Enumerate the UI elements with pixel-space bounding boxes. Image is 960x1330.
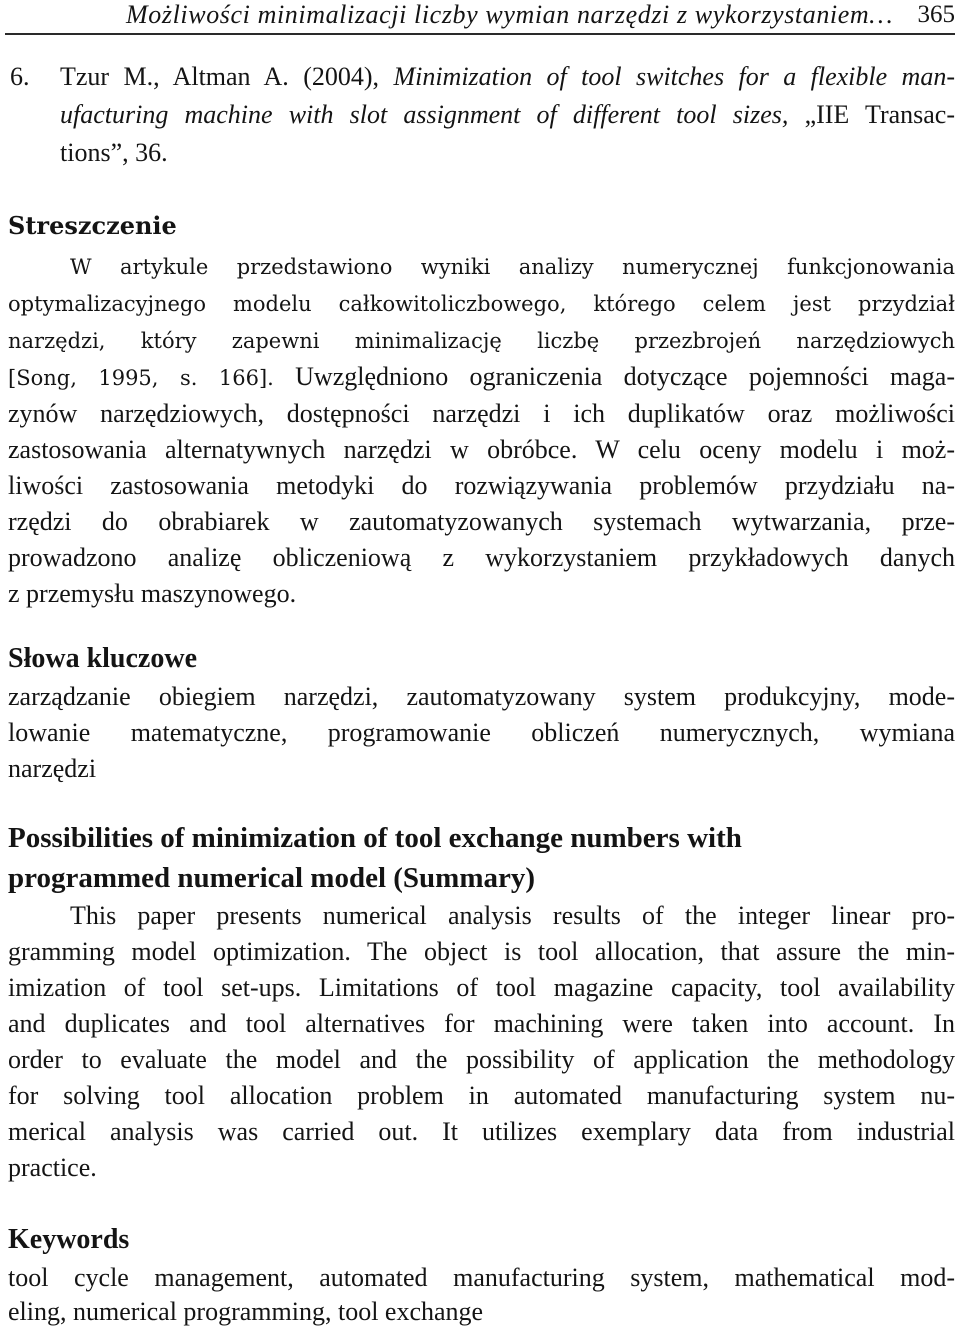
line-text: This paper presents numerical analysis results of the integer linear pro- <box>70 901 955 930</box>
keywords-en-text <box>8 1261 955 1329</box>
line-text: Uwzględniono ograniczenia dotyczące pojemności maga- <box>295 362 955 391</box>
abstract-pl-line <box>8 248 955 285</box>
reference-line <box>8 96 955 134</box>
citation: [Song, 1995, s. 166]. <box>8 366 274 390</box>
abstract-pl-line <box>8 285 955 322</box>
line-text: eling, numerical programming, tool exchange <box>8 1297 484 1326</box>
reference-title: Minimization of tool switches for a flexible man- <box>393 62 955 91</box>
keywords-en-line <box>8 1295 955 1329</box>
line-text: prowadzono analizę obliczeniową z wykorzystaniem przykładowych danych <box>8 543 955 572</box>
reference-journal: „IIE Transac- <box>804 100 956 129</box>
keywords-pl-line <box>8 715 955 751</box>
summary-en-line <box>8 1114 955 1150</box>
reference-line <box>8 134 955 172</box>
keywords-pl-heading: Słowa kluczowe <box>8 643 197 674</box>
keywords-pl-text <box>8 679 955 787</box>
page-header <box>5 0 955 35</box>
summary-en-title-line: programmed numerical model (Summary) <box>8 862 536 894</box>
keywords-pl-line <box>8 751 955 787</box>
reference-number: 6. <box>10 62 30 91</box>
abstract-pl-line <box>8 504 955 540</box>
abstract-pl-line <box>8 432 955 468</box>
abstract-pl-heading: Streszczenie <box>8 211 177 240</box>
line-text: order to evaluate the model and the possibility of application the methodology <box>8 1045 955 1074</box>
summary-en-title <box>8 818 955 898</box>
abstract-pl-line <box>8 322 955 359</box>
reference-authors: Tzur M., Altman A. (2004), <box>60 62 380 91</box>
abstract-pl-paragraph <box>8 248 955 612</box>
reference-journal: tions”, 36. <box>60 138 168 167</box>
running-title: Możliwości minimalizacji liczby wymian narzędzi z wykorzystaniem… <box>126 0 893 29</box>
summary-en-line <box>8 1006 955 1042</box>
abstract-pl-line <box>8 396 955 432</box>
line-text: z przemysłu maszynowego. <box>8 579 297 608</box>
line-text: tool cycle management, automated manufacturing system, mathematical mod- <box>8 1263 955 1292</box>
abstract-pl-line <box>8 359 955 396</box>
summary-en-line <box>8 898 955 934</box>
line-text: zynów narzędziowych, dostępności narzędzi i ich duplikatów oraz możliwości <box>8 399 955 428</box>
line-text: lowanie matematyczne, programowanie obliczeń numerycznych, wymiana <box>8 718 955 747</box>
summary-en-line <box>8 1150 955 1186</box>
abstract-pl-line <box>8 468 955 504</box>
line-text: for solving tool allocation problem in automated manufacturing system nu- <box>8 1081 955 1110</box>
summary-en-title-line: Possibilities of minimization of tool exchange numbers with <box>8 822 742 854</box>
line-text: and duplicates and tool alternatives for machining were taken into account. In <box>8 1009 955 1038</box>
line-text: merical analysis was carried out. It utilizes exemplary data from industrial <box>8 1117 955 1146</box>
summary-en-line <box>8 970 955 1006</box>
line-text: rzędzi do obrabiarek w zautomatyzowanych systemach wytwarzania, prze- <box>8 507 955 536</box>
summary-en-line <box>8 1042 955 1078</box>
keywords-en-heading: Keywords <box>8 1224 130 1255</box>
line-text: optymalizacyjnego modelu całkowitoliczbowego, którego celem jest przydział <box>8 292 955 316</box>
line-text: zarządzanie obiegiem narzędzi, zautomatyzowany system produkcyjny, mode- <box>8 682 955 711</box>
reference-line <box>8 58 955 96</box>
page-number: 365 <box>917 1 955 28</box>
reference-entry <box>8 58 955 172</box>
summary-en-paragraph <box>8 898 955 1186</box>
line-text: W artykule przedstawiono wyniki analizy numerycznej funkcjonowania <box>70 255 955 279</box>
line-text: narzędzi, który zapewni minimalizację liczbę przezbrojeń narzędziowych <box>8 329 955 353</box>
line-text: narzędzi <box>8 754 97 783</box>
summary-en-line <box>8 934 955 970</box>
reference-title: ufacturing machine with slot assignment of different tool sizes, <box>60 100 789 129</box>
abstract-pl-line <box>8 576 955 612</box>
line-text: zastosowania alternatywnych narzędzi w obróbce. W celu oceny modelu i moż- <box>8 435 955 464</box>
keywords-en-line <box>8 1261 955 1295</box>
line-text: gramming model optimization. The object is tool allocation, that assure the min- <box>8 937 955 966</box>
line-text: imization of tool set-ups. Limitations of tool magazine capacity, tool availability <box>8 973 955 1002</box>
line-text: practice. <box>8 1153 97 1182</box>
keywords-pl-line <box>8 679 955 715</box>
summary-en-line <box>8 1078 955 1114</box>
abstract-pl-line <box>8 540 955 576</box>
line-text: liwości zastosowania metodyki do rozwiązywania problemów przydziału na- <box>8 471 955 500</box>
